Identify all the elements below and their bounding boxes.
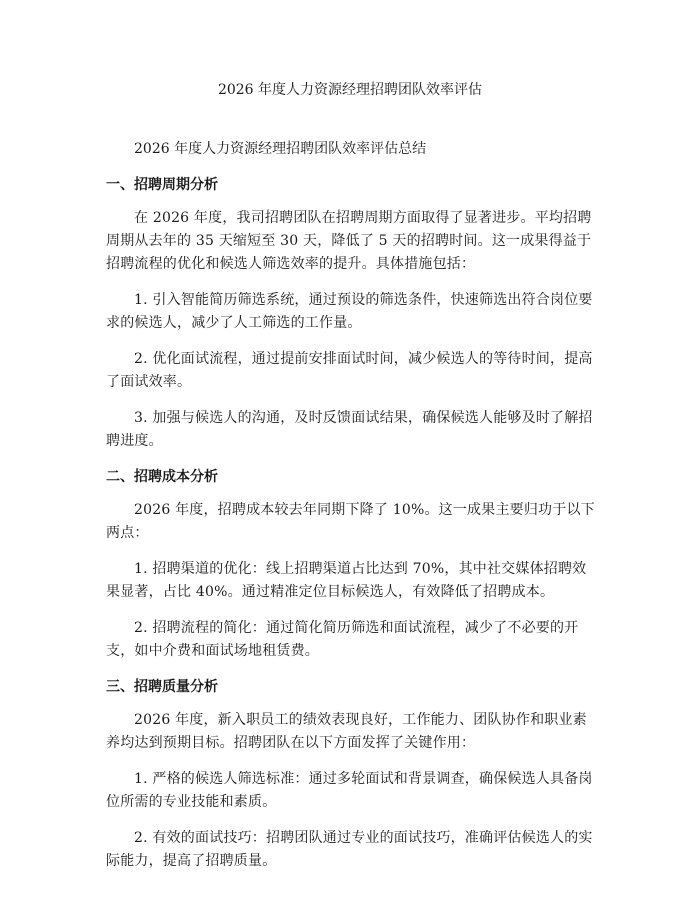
- list-item: 1. 严格的候选人筛选标准：通过多轮面试和背景调查，确保候选人具备岗位所需的专业技能和素质。: [106, 771, 593, 810]
- document-title: 2026 年度人力资源经理招聘团队效率评估: [217, 82, 483, 98]
- list-item: 3. 加强与候选人的沟通，及时反馈面试结果，确保候选人能够及时了解招聘进度。: [106, 410, 593, 449]
- section-heading: 一、招聘周期分析: [106, 177, 218, 193]
- paragraph: 2026 年度，新入职员工的绩效表现良好，工作能力、团队协作和职业素养均达到预期目标。招聘团队在以下方面发挥了关键作用：: [106, 712, 587, 751]
- section-recruitment-quality: [106, 677, 598, 873]
- summary-title: 2026 年度人力资源经理招聘团队效率评估总结: [134, 141, 427, 157]
- list-item: 2. 有效的面试技巧：招聘团队通过专业的面试技巧，准确评估候选人的实际能力，提高了招聘质量。: [106, 830, 593, 869]
- paragraph: 在 2026 年度，我司招聘团队在招聘周期方面取得了显著进步。平均招聘周期从去年的 35 天缩短至 30 天，降低了 5 天的招聘时间。这一成果得益于招聘流程的优化和候选人筛选效率的提升。具体措施包括：: [106, 210, 592, 272]
- section-heading: 二、招聘成本分析: [106, 469, 218, 485]
- list-item: 1. 引入智能简历筛选系统，通过预设的筛选条件，快速筛选出符合岗位要求的候选人，减少了人工筛选的工作量。: [106, 292, 593, 331]
- paragraph: 2026 年度，招聘成本较去年同期下降了 10%。这一成果主要归功于以下两点：: [106, 502, 595, 541]
- list-item: 1. 招聘渠道的优化：线上招聘渠道占比达到 70%，其中社交媒体招聘效果显著，占比 40%。通过精准定位目标候选人，有效降低了招聘成本。: [106, 561, 587, 600]
- document-body: [106, 139, 598, 886]
- list-item: 2. 优化面试流程，通过提前安排面试时间，减少候选人的等待时间，提高了面试效率。: [106, 351, 593, 390]
- list-item: 2. 招聘流程的简化：通过简化简历筛选和面试流程，减少了不必要的开支，如中介费和面试场地租赁费。: [106, 620, 579, 659]
- section-heading: 三、招聘质量分析: [106, 679, 218, 695]
- section-recruitment-cost: [106, 467, 598, 663]
- section-recruitment-cycle: [106, 175, 598, 453]
